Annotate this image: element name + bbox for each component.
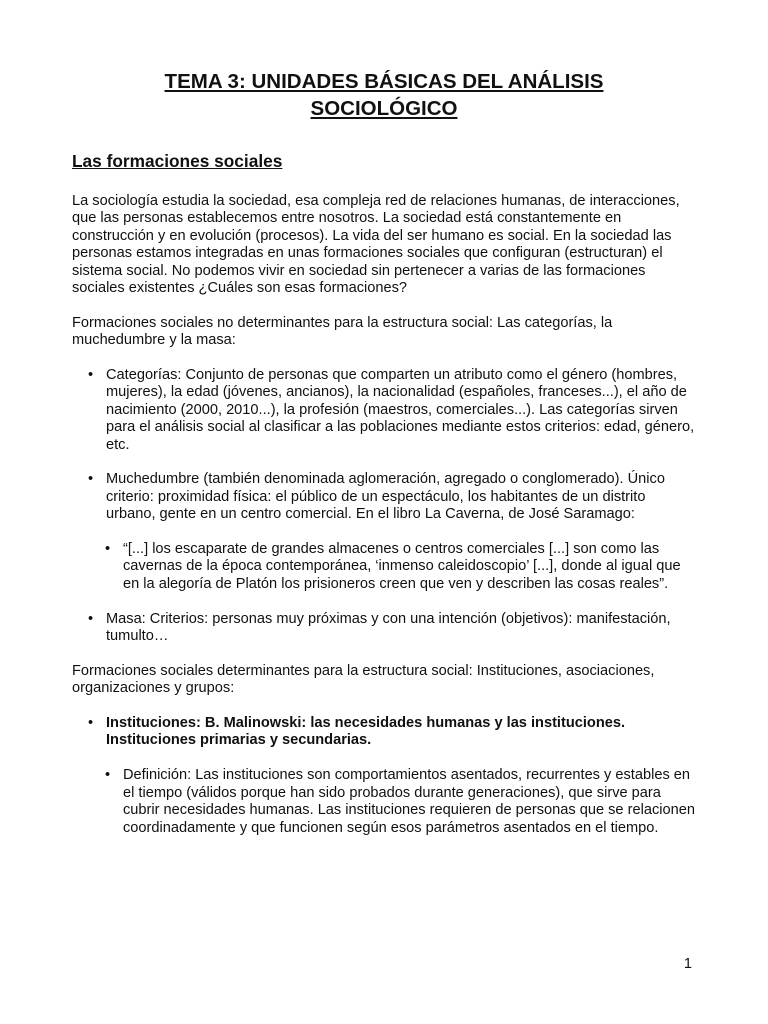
list-item-text: Categorías: Conjunto de personas que comparten un atributo como el género (hombres, mujeres), la edad (jóvenes, ancianos), la nacionalidad (españoles, franceses...), el año de nacimiento (2000, 2010...), la profesión (maestros, comerciales...). Las categorías sirven para el análisis social al clasificar a las poblaciones mediante estos criterios: edad, género, etc. <box>106 367 695 453</box>
section-heading: Las formaciones sociales <box>72 151 283 171</box>
bullet-icon: • <box>88 610 94 627</box>
intro-paragraph: La sociología estudia la sociedad, esa compleja red de relaciones humanas, de interacciones, que las personas establecemos entre nosotros. La sociedad está constantemente en construcción y en evolución (procesos). La vida del ser humano es social. En la sociedad las personas estamos integradas en unas formaciones sociales que configuran (estructuran) el sistema social. No podemos vivir en sociedad sin pertenecer a varias de las formaciones sociales existentes ¿Cuáles son esas formaciones? <box>72 193 680 297</box>
bullet-icon: • <box>88 367 94 384</box>
list-item-categorias <box>72 367 698 454</box>
document-title-line-2: SOCIOLÓGICO <box>310 97 458 120</box>
quote-text: “[...] los escaparate de grandes almacenes o centros comerciales [...] son como las cavernas de la época contemporánea, ‘inmenso caleidoscopio’ [...], donde al igual que en la alegoría de Platón los prisioneros creen que ven y describen las cosas reales”. <box>123 541 681 592</box>
non-determining-list <box>72 367 698 524</box>
list-item-quote <box>89 541 698 593</box>
list-item-masa <box>72 611 698 646</box>
document-body <box>72 193 698 854</box>
list-item-definicion <box>89 767 698 837</box>
definition-list <box>72 767 698 837</box>
list-item-instituciones <box>72 715 698 750</box>
masa-list <box>72 611 698 646</box>
non-determining-paragraph: Formaciones sociales no determinantes para la estructura social: Las categorías, la muchedumbre y la masa: <box>72 314 613 349</box>
list-item-text: Instituciones: B. Malinowski: las necesidades humanas y las instituciones. Instituciones primarias y secundarias. <box>106 715 626 749</box>
bullet-icon: • <box>105 541 111 558</box>
quote-list <box>72 541 698 593</box>
document-title-line-1: TEMA 3: UNIDADES BÁSICAS DEL ANÁLISIS <box>164 70 604 93</box>
list-item-text: Muchedumbre (también denominada aglomeración, agregado o conglomerado). Único criterio: proximidad física: el público de un espectáculo, los habitantes de un distrito urbano, gente en un centro comercial. En el libro La Caverna, de José Saramago: <box>106 471 665 523</box>
bullet-icon: • <box>88 471 94 488</box>
list-item-text: Masa: Criterios: personas muy próximas y con una intención (objetivos): manifestación, tumulto… <box>106 610 671 645</box>
list-item-text: Definición: Las instituciones son comportamientos asentados, recurrentes y estables en el tiempo (válidos porque han sido probados durante generaciones), que sirve para cubrir necesidades humanas. Las instituciones requieren de personas que se relacionen coordinadamente y que funcionen según esos parámetros asentados en el tiempo. <box>123 767 695 836</box>
determining-list <box>72 715 698 750</box>
determining-paragraph: Formaciones sociales determinantes para la estructura social: Instituciones, asociaciones, organizaciones y grupos: <box>72 662 655 697</box>
page-number: 1 <box>683 956 692 972</box>
document-title <box>72 68 696 122</box>
list-item-muchedumbre <box>72 471 698 523</box>
bullet-icon: • <box>88 715 94 732</box>
bullet-icon: • <box>105 767 111 784</box>
